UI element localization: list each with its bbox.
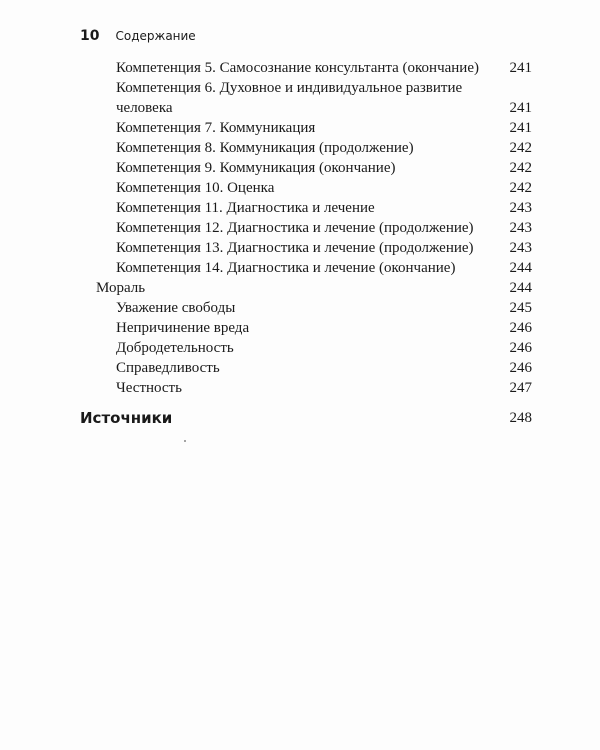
toc-entry-page: 243	[509, 200, 532, 216]
toc-entry[interactable]	[80, 58, 532, 78]
scan-speck	[184, 440, 186, 442]
toc-entry[interactable]	[80, 78, 532, 118]
toc-entry-page: 242	[509, 160, 532, 176]
toc-entry-title: Добродетельность	[116, 340, 234, 356]
toc-entry[interactable]	[80, 178, 532, 198]
toc-entry-page: 248	[509, 410, 532, 426]
toc-entry[interactable]	[80, 318, 532, 338]
toc-chapter-title: Источники	[80, 409, 173, 427]
toc-entry-title: Компетенция 12. Диагностика и лечение (продолжение)	[116, 220, 474, 236]
toc-entry[interactable]	[80, 218, 532, 238]
toc-entry-title: Честность	[116, 380, 182, 396]
toc-entry-title: Компетенция 7. Коммуникация	[116, 120, 316, 136]
table-of-contents	[80, 58, 532, 428]
toc-entry-page: 243	[509, 240, 532, 256]
toc-entry-page: 245	[509, 300, 532, 316]
toc-entry[interactable]	[80, 378, 532, 398]
toc-entry[interactable]	[80, 258, 532, 278]
toc-entry-page: 242	[509, 180, 532, 196]
toc-entry-title: Компетенция 13. Диагностика и лечение (продолжение)	[116, 240, 474, 256]
toc-entry-page: 241	[509, 100, 532, 116]
toc-entry-page: 243	[509, 220, 532, 236]
toc-entry-page: 241	[509, 60, 532, 76]
toc-entry-title: Уважение свободы	[116, 300, 236, 316]
toc-entry-page: 244	[509, 260, 532, 276]
toc-entry-title: Компетенция 8. Коммуникация (продолжение)	[116, 140, 414, 156]
toc-entry-title: Компетенция 6. Духовное и индивидуальное развитие человека	[116, 80, 463, 116]
toc-entry-page: 242	[509, 140, 532, 156]
toc-entry-title: Компетенция 14. Диагностика и лечение (окончание)	[116, 260, 456, 276]
toc-entry[interactable]	[80, 118, 532, 138]
toc-entry[interactable]	[80, 358, 532, 378]
toc-entry[interactable]	[80, 298, 532, 318]
running-head	[80, 28, 196, 44]
toc-entry-page: 246	[509, 340, 532, 356]
toc-entry-page: 246	[509, 360, 532, 376]
section-title: Содержание	[115, 29, 196, 43]
toc-entry-title: Мораль	[96, 280, 146, 296]
toc-subsection[interactable]	[80, 278, 532, 298]
toc-entry-title: Компетенция 5. Самосознание консультанта (окончание)	[116, 60, 479, 76]
toc-entry[interactable]	[80, 338, 532, 358]
toc-entry-page: 246	[509, 320, 532, 336]
toc-entry-title: Непричинение вреда	[116, 320, 250, 336]
toc-entry-title: Справедливость	[116, 360, 220, 376]
toc-chapter[interactable]	[80, 408, 532, 428]
toc-entry-title: Компетенция 10. Оценка	[116, 180, 275, 196]
toc-entry[interactable]	[80, 198, 532, 218]
toc-entry-page: 241	[509, 120, 532, 136]
toc-entry-title: Компетенция 11. Диагностика и лечение	[116, 200, 375, 216]
toc-entry[interactable]	[80, 158, 532, 178]
toc-entry-page: 244	[509, 280, 532, 296]
page-number: 10	[80, 28, 100, 44]
toc-entry-title: Компетенция 9. Коммуникация (окончание)	[116, 160, 396, 176]
toc-entry[interactable]	[80, 138, 532, 158]
toc-entry-page: 247	[509, 380, 532, 396]
toc-entry[interactable]	[80, 238, 532, 258]
